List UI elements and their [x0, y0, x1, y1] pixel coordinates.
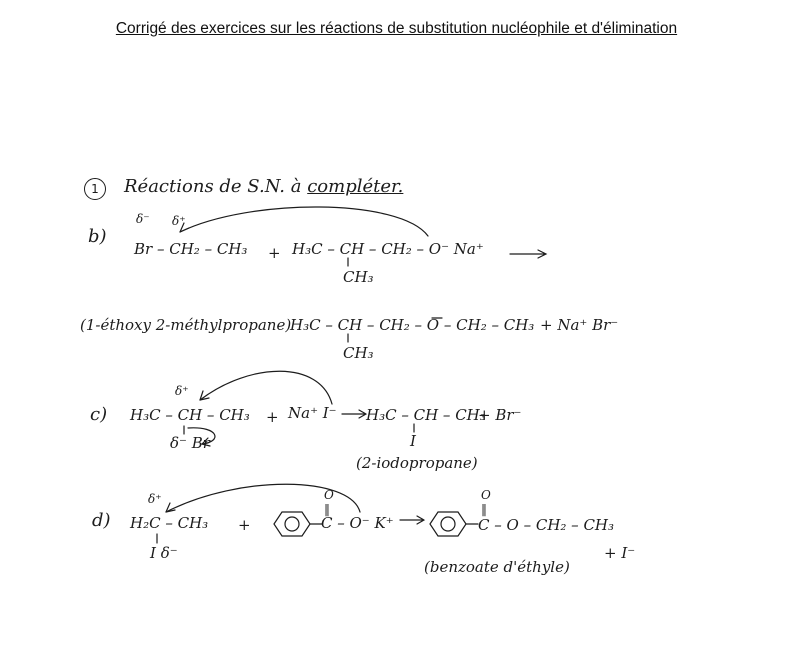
d-reagent-benzoate: C – O⁻ K⁺ [321, 514, 394, 532]
c-product-name: (2-iodopropane) [356, 454, 478, 472]
b-reactant-alkoxide: H₃C – CH – CH₂ – O⁻ Na⁺ [292, 240, 484, 258]
d-benzene-ring-reagent [274, 512, 310, 536]
d-byproduct-i: + I⁻ [604, 544, 636, 562]
c-byproduct-br: + Br⁻ [478, 406, 522, 424]
exercise-d-label: d) [92, 510, 111, 531]
b-byproduct-nabr: + Na⁺ Br⁻ [540, 316, 619, 334]
d-delta-plus: δ⁺ [148, 492, 162, 506]
page-title: Corrigé des exercices sur les réactions de substitution nucléophile et d'élimination [115, 20, 678, 37]
c-delta-plus: δ⁺ [175, 384, 189, 398]
d-reactant-iodoethane: H₂C – CH₃ [130, 514, 209, 532]
b-curved-arrow-head [180, 223, 189, 232]
d-curved-arrow [166, 484, 360, 512]
b-reactant-bromoethane: Br – CH₂ – CH₃ [134, 240, 248, 258]
b-reactant-branch: CH₃ [343, 268, 374, 286]
c-product-iodopropane: H₃C – CH – CH₃ [366, 406, 486, 424]
c-curved-arrow [200, 371, 332, 404]
b-delta-plus: δ⁺ [172, 214, 186, 228]
c-reaction-arrow [342, 410, 366, 418]
c-leaving-arrow [188, 428, 215, 444]
d-plus-sign: + [238, 516, 251, 534]
b-plus-sign: + [268, 244, 281, 262]
d-leaving-group: I δ⁻ [150, 544, 178, 562]
b-curved-arrow [180, 207, 428, 236]
d-reaction-arrow [400, 516, 424, 524]
section-number: 1 [84, 178, 106, 200]
c-product-iodine: I [410, 432, 416, 450]
d-carbonyl-double-bond: ‖ [324, 502, 330, 516]
d-benzene-ring-product [430, 512, 466, 536]
c-reagent-nai: Na⁺ I⁻ [288, 404, 337, 422]
c-leaving-group: δ⁻ Br [170, 434, 210, 452]
d-product-ester: C – O – CH₂ – CH₃ [478, 516, 615, 534]
exercise-b-label: b) [88, 226, 107, 247]
c-plus-sign: + [266, 408, 279, 426]
c-reactant-bromopropane: H₃C – CH – CH₃ [130, 406, 250, 424]
d-product-name: (benzoate d'éthyle) [424, 558, 570, 576]
d-product-oxygen: O [481, 488, 491, 502]
d-benzene-ring-reagent-inner [285, 517, 299, 531]
section-heading-underlined: compléter. [307, 176, 404, 197]
exercise-c-label: c) [90, 404, 108, 425]
b-delta-minus: δ⁻ [136, 212, 150, 226]
b-product-ether: H₃C – CH – CH₂ – O – CH₂ – CH₃ [290, 316, 535, 334]
b-reaction-arrow [510, 250, 546, 258]
b-product-name: (1-éthoxy 2-méthylpropane) [80, 316, 292, 334]
d-product-double-bond: ‖ [481, 502, 487, 516]
d-carbonyl-oxygen: O [324, 488, 334, 502]
section-heading-text: Réactions de S.N. à [124, 176, 302, 197]
d-benzene-ring-product-inner [441, 517, 455, 531]
b-product-branch: CH₃ [343, 344, 374, 362]
